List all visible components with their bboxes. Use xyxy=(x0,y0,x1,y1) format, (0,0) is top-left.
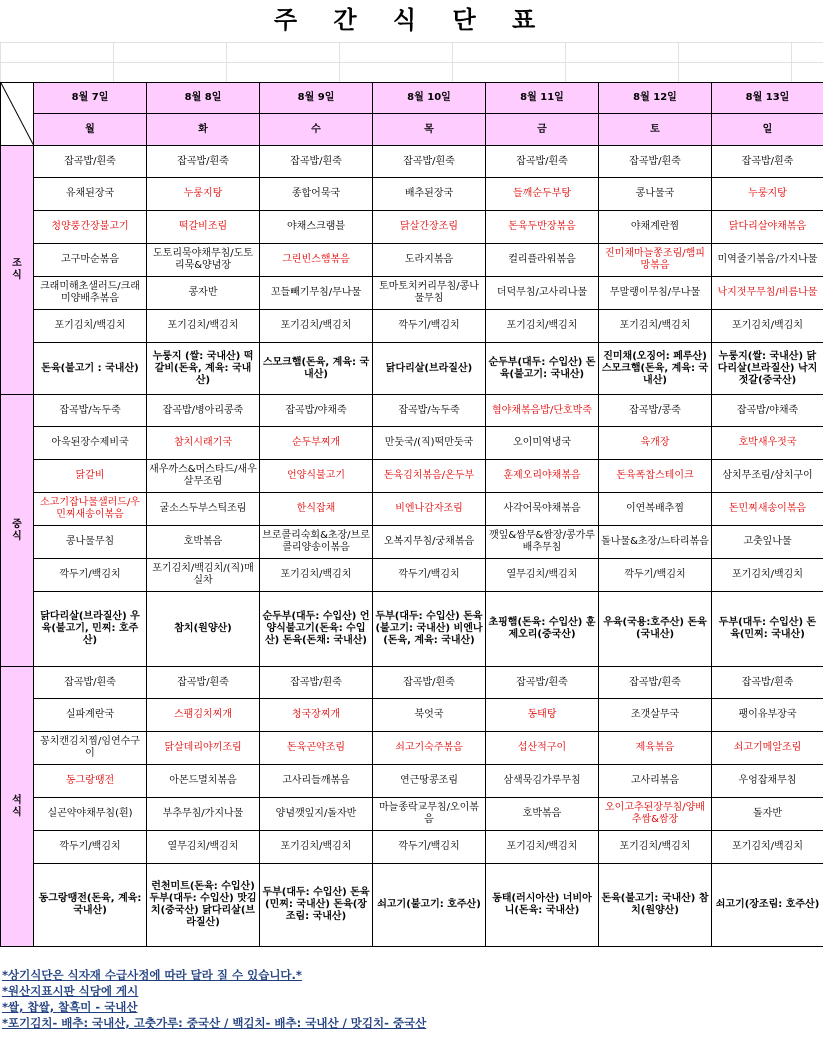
note-line: *상기식단은 식자재 수급사정에 따라 달라 질 수 있습니다.* xyxy=(2,968,302,982)
menu-cell: 돈육(불고기: 국내산) 참치(원양산) xyxy=(599,864,712,947)
date-header: 8월 9일 xyxy=(260,83,373,114)
spreadsheet-gridlines xyxy=(0,42,823,82)
date-header: 8월 13일 xyxy=(712,83,823,114)
menu-cell: 유채된장국 xyxy=(34,178,147,211)
menu-cell: 북엇국 xyxy=(373,699,486,732)
menu-cell: 순두부찌개 xyxy=(260,427,373,460)
menu-cell: 잡곡밥/흰죽 xyxy=(34,667,147,699)
menu-cell: 깍두기/백김치 xyxy=(34,559,147,592)
menu-cell: 마늘종락교무침/오이볶음 xyxy=(373,798,486,831)
menu-cell: 만둣국/(직)떡만둣국 xyxy=(373,427,486,460)
menu-cell: 누룽지(쌀: 국내산) 닭다리살(브라질산) 낙지젓갈(중국산) xyxy=(712,343,823,395)
menu-cell: 잡곡밥/흰죽 xyxy=(599,667,712,699)
menu-cell: 닭다리살(브라질산) 우육(불고기, 민찌: 호주산) xyxy=(34,592,147,667)
menu-cell: 포기김치/백김치 xyxy=(712,310,823,343)
menu-cell: 배추된장국 xyxy=(373,178,486,211)
menu-cell: 깍두기/백김치 xyxy=(373,831,486,864)
menu-cell: 소고기잡나물샐러드/우민찌새송이볶음 xyxy=(34,493,147,526)
menu-cell: 잡곡밥/흰죽 xyxy=(260,146,373,178)
menu-cell: 누룽지탕 xyxy=(147,178,260,211)
menu-cell: 컬리플라워볶음 xyxy=(486,244,599,277)
menu-cell: 닭살간장조림 xyxy=(373,211,486,244)
menu-cell: 잡곡밥/흰죽 xyxy=(373,667,486,699)
menu-cell: 잡곡밥/흰죽 xyxy=(486,146,599,178)
menu-cell: 돌자반 xyxy=(712,798,823,831)
menu-cell: 호박볶음 xyxy=(486,798,599,831)
menu-cell: 종합어묵국 xyxy=(260,178,373,211)
menu-cell: 오이고추된장무침/양배추쌈&쌈장 xyxy=(599,798,712,831)
day-header: 금 xyxy=(486,114,599,146)
menu-cell: 돈민찌새송이볶음 xyxy=(712,493,823,526)
menu-cell: 스모크햄(돈육, 계육: 국내산) xyxy=(260,343,373,395)
menu-cell: 고춧잎나물 xyxy=(712,526,823,559)
menu-cell: 굴소스두부스틱조림 xyxy=(147,493,260,526)
menu-cell: 돌나물&초장/느타리볶음 xyxy=(599,526,712,559)
menu-cell: 우육(국용:호주산) 돈육(국내산) xyxy=(599,592,712,667)
page-title: 주 간 식 단 표 xyxy=(273,6,550,34)
menu-cell: 포기김치/백김치 xyxy=(34,310,147,343)
menu-cell: 잡곡밥/흰죽 xyxy=(712,146,823,178)
diagonal-line xyxy=(1,83,34,146)
menu-cell: 훈제오리야채볶음 xyxy=(486,460,599,493)
menu-cell: 닭다리살야채볶음 xyxy=(712,211,823,244)
menu-cell: 아몬드멸치볶음 xyxy=(147,765,260,798)
menu-cell: 잡곡밥/흰죽 xyxy=(486,667,599,699)
menu-cell: 실곤약야채무침(흰) xyxy=(34,798,147,831)
menu-cell: 초핑햄(돈육: 수입산) 훈제오리(중국산) xyxy=(486,592,599,667)
menu-cell: 돈육폭찹스테이크 xyxy=(599,460,712,493)
menu-cell: 크래미해초샐러드/크래미양배추볶음 xyxy=(34,277,147,310)
date-header: 8월 7일 xyxy=(34,83,147,114)
menu-cell: 동그랑땡전(돈육, 계육:국내산) xyxy=(34,864,147,947)
menu-cell: 동그랑땡전 xyxy=(34,765,147,798)
menu-cell: 돈육김치볶음/온두부 xyxy=(373,460,486,493)
menu-cell: 혐야채볶음밥/단호박죽 xyxy=(486,395,599,427)
menu-cell: 이연복배추찜 xyxy=(599,493,712,526)
menu-cell: 고사리볶음 xyxy=(599,765,712,798)
menu-cell: 잡곡밥/야채죽 xyxy=(260,395,373,427)
date-header: 8월 12일 xyxy=(599,83,712,114)
menu-cell: 깍두기/백김치 xyxy=(599,559,712,592)
menu-cell: 브로콜리숙회&초장/브로콜리양송이볶음 xyxy=(260,526,373,559)
note-line: *포기김치- 배추: 국내산, 고춧가루: 중국산 / 백김치- 배추: 국내산 / 맛김치- 중국산 xyxy=(2,1016,427,1030)
menu-cell: 새우까스&머스타드/새우살무조림 xyxy=(147,460,260,493)
menu-cell: 팽이유부장국 xyxy=(712,699,823,732)
menu-cell: 동태(러시아산) 너비아니(돈육: 국내산) xyxy=(486,864,599,947)
menu-cell: 포기김치/백김치 xyxy=(599,310,712,343)
menu-cell: 섭산적구이 xyxy=(486,732,599,765)
menu-cell: 닭살데리야끼조림 xyxy=(147,732,260,765)
menu-cell: 청양풍간장불고기 xyxy=(34,211,147,244)
menu-cell: 열무김치/백김치 xyxy=(486,559,599,592)
menu-cell: 잡곡밥/흰죽 xyxy=(260,667,373,699)
menu-cell: 포기김치/백김치 xyxy=(260,559,373,592)
day-header: 토 xyxy=(599,114,712,146)
menu-cell: 꼬들빼기무침/무나물 xyxy=(260,277,373,310)
menu-cell: 아욱된장수제비국 xyxy=(34,427,147,460)
menu-cell: 두부(대두: 수입산) 돈육(민찌: 국내산) xyxy=(712,592,823,667)
menu-cell: 닭갈비 xyxy=(34,460,147,493)
date-header: 8월 8일 xyxy=(147,83,260,114)
note-line: *원산지표시판 식당에 게시 xyxy=(2,984,139,998)
menu-cell: 언양식불고기 xyxy=(260,460,373,493)
menu-cell: 잡곡밥/녹두죽 xyxy=(373,395,486,427)
menu-cell: 열무김치/백김치 xyxy=(147,831,260,864)
day-header: 목 xyxy=(373,114,486,146)
menu-cell: 잡곡밥/흰죽 xyxy=(34,146,147,178)
date-header: 8월 11일 xyxy=(486,83,599,114)
corner-cell xyxy=(1,83,34,146)
menu-cell: 잡곡밥/흰죽 xyxy=(147,146,260,178)
menu-cell: 돈육곤약조림 xyxy=(260,732,373,765)
menu-cell: 돈육(불고기 : 국내산) xyxy=(34,343,147,395)
menu-cell: 미역줄기볶음/가지나물 xyxy=(712,244,823,277)
menu-cell: 꽁치캔김치찜/임연수구이 xyxy=(34,732,147,765)
meal-label-text: 중 식 xyxy=(12,518,22,542)
menu-cell: 쇠고기(불고기: 호주산) xyxy=(373,864,486,947)
menu-cell: 사각어묵야채볶음 xyxy=(486,493,599,526)
menu-cell: 토마토치커리무침/콩나물무침 xyxy=(373,277,486,310)
menu-cell: 양념깻잎지/돌자반 xyxy=(260,798,373,831)
weekly-menu-table xyxy=(0,82,823,947)
menu-cell: 도토리묵야채무침/도토리묵&양념장 xyxy=(147,244,260,277)
menu-cell: 순두부(대두: 수입산) 언양식불고기(돈육: 수입산) 돈육(돈채: 국내산) xyxy=(260,592,373,667)
menu-cell: 콩나물무침 xyxy=(34,526,147,559)
menu-cell: 잡곡밥/녹두죽 xyxy=(34,395,147,427)
menu-cell: 쇠고기메알조림 xyxy=(712,732,823,765)
menu-cell: 스팸김치찌개 xyxy=(147,699,260,732)
menu-cell: 닭다리살(브라질산) xyxy=(373,343,486,395)
menu-cell: 잡곡밥/흰죽 xyxy=(147,667,260,699)
menu-cell: 진미채(오징어: 페루산) 스모크햄(돈육, 계육: 국내산) xyxy=(599,343,712,395)
menu-cell: 우엉잡채무침 xyxy=(712,765,823,798)
menu-cell: 누룽지 (쌀: 국내산) 떡갈비(돈육, 계육: 국내산) xyxy=(147,343,260,395)
menu-cell: 포기김치/백김치 xyxy=(486,310,599,343)
note-line: *쌀, 찹쌀, 찰흑미 - 국내산 xyxy=(2,1000,138,1014)
menu-cell: 육개장 xyxy=(599,427,712,460)
menu-cell: 돈육두반장볶음 xyxy=(486,211,599,244)
menu-cell: 연근땅콩조림 xyxy=(373,765,486,798)
menu-cell: 오복지무침/궁채볶음 xyxy=(373,526,486,559)
menu-cell: 오이미역냉국 xyxy=(486,427,599,460)
menu-cell: 포기김치/백김치 xyxy=(147,310,260,343)
menu-cell: 잡곡밥/흰죽 xyxy=(599,146,712,178)
meal-label xyxy=(1,667,34,947)
menu-cell: 그린빈스햄볶음 xyxy=(260,244,373,277)
menu-cell: 더덕무침/고사리나물 xyxy=(486,277,599,310)
day-header: 수 xyxy=(260,114,373,146)
menu-cell: 잡곡밥/흰죽 xyxy=(712,667,823,699)
menu-cell: 실파계란국 xyxy=(34,699,147,732)
menu-cell: 잡곡밥/야채죽 xyxy=(712,395,823,427)
menu-cell: 런천미트(돈육: 수입산) 두부(대두: 수입산) 맛김치(중국산) 닭다리살(브라질산) xyxy=(147,864,260,947)
menu-cell: 참치(원양산) xyxy=(147,592,260,667)
meal-label-text: 석 식 xyxy=(12,794,22,818)
menu-cell: 무말랭이무침/무나물 xyxy=(599,277,712,310)
meal-label-text: 조 식 xyxy=(12,258,22,281)
menu-cell: 포기김치/백김치 xyxy=(712,831,823,864)
menu-cell: 들깨순두부탕 xyxy=(486,178,599,211)
menu-cell: 조갯살무국 xyxy=(599,699,712,732)
menu-cell: 포기김치/백김치/(직)매실차 xyxy=(147,559,260,592)
menu-cell: 잡곡밥/콩죽 xyxy=(599,395,712,427)
menu-cell: 동태탕 xyxy=(486,699,599,732)
menu-cell: 도라지볶음 xyxy=(373,244,486,277)
day-header: 월 xyxy=(34,114,147,146)
menu-cell: 두부(대두: 수입산) 돈육(민찌: 국내산) 돈육(장조림: 국내산) xyxy=(260,864,373,947)
date-header: 8월 10일 xyxy=(373,83,486,114)
menu-cell: 고사리들깨볶음 xyxy=(260,765,373,798)
menu-cell: 떡갈비조림 xyxy=(147,211,260,244)
menu-cell: 두부(대두: 수입산) 돈육(불고기: 국내산) 비엔나(돈육, 계육: 국내산) xyxy=(373,592,486,667)
notes xyxy=(0,967,823,1031)
menu-cell: 삼색묵김가루무침 xyxy=(486,765,599,798)
menu-cell: 포기김치/백김치 xyxy=(712,559,823,592)
menu-cell: 깍두기/백김치 xyxy=(373,310,486,343)
menu-cell: 호박새우젓국 xyxy=(712,427,823,460)
menu-cell: 진미채마늘쫑조림/햄피망볶음 xyxy=(599,244,712,277)
menu-cell: 비엔나감자조림 xyxy=(373,493,486,526)
menu-cell: 순두부(대두: 수입산) 돈육(불고기: 국내산) xyxy=(486,343,599,395)
menu-cell: 야채스크램블 xyxy=(260,211,373,244)
menu-cell: 잡곡밥/병아리콩죽 xyxy=(147,395,260,427)
menu-cell: 깍두기/백김치 xyxy=(34,831,147,864)
menu-cell: 쇠고기(장조림: 호주산) xyxy=(712,864,823,947)
menu-cell: 야채계란찜 xyxy=(599,211,712,244)
menu-cell: 고구마순볶음 xyxy=(34,244,147,277)
day-header: 일 xyxy=(712,114,823,146)
menu-cell: 포기김치/백김치 xyxy=(599,831,712,864)
menu-cell: 호박볶음 xyxy=(147,526,260,559)
menu-cell: 누룽지탕 xyxy=(712,178,823,211)
menu-cell: 청국장찌개 xyxy=(260,699,373,732)
menu-cell: 제육볶음 xyxy=(599,732,712,765)
menu-cell: 부추무침/가지나물 xyxy=(147,798,260,831)
menu-cell: 포기김치/백김치 xyxy=(486,831,599,864)
menu-cell: 쇠고기숙주볶음 xyxy=(373,732,486,765)
menu-cell: 콩자반 xyxy=(147,277,260,310)
meal-label xyxy=(1,146,34,395)
day-header: 화 xyxy=(147,114,260,146)
menu-cell: 콩나물국 xyxy=(599,178,712,211)
menu-cell: 포기김치/백김치 xyxy=(260,831,373,864)
menu-cell: 깍두기/백김치 xyxy=(373,559,486,592)
menu-cell: 삼치무조림/삼치구이 xyxy=(712,460,823,493)
menu-cell: 낙지젓무무침/비름나물 xyxy=(712,277,823,310)
menu-cell: 잡곡밥/흰죽 xyxy=(373,146,486,178)
menu-cell: 한식잡채 xyxy=(260,493,373,526)
menu-cell: 포기김치/백김치 xyxy=(260,310,373,343)
meal-label xyxy=(1,395,34,667)
menu-cell: 깻잎&쌈무&쌈장/콩가루배추무침 xyxy=(486,526,599,559)
menu-cell: 참치시래기국 xyxy=(147,427,260,460)
